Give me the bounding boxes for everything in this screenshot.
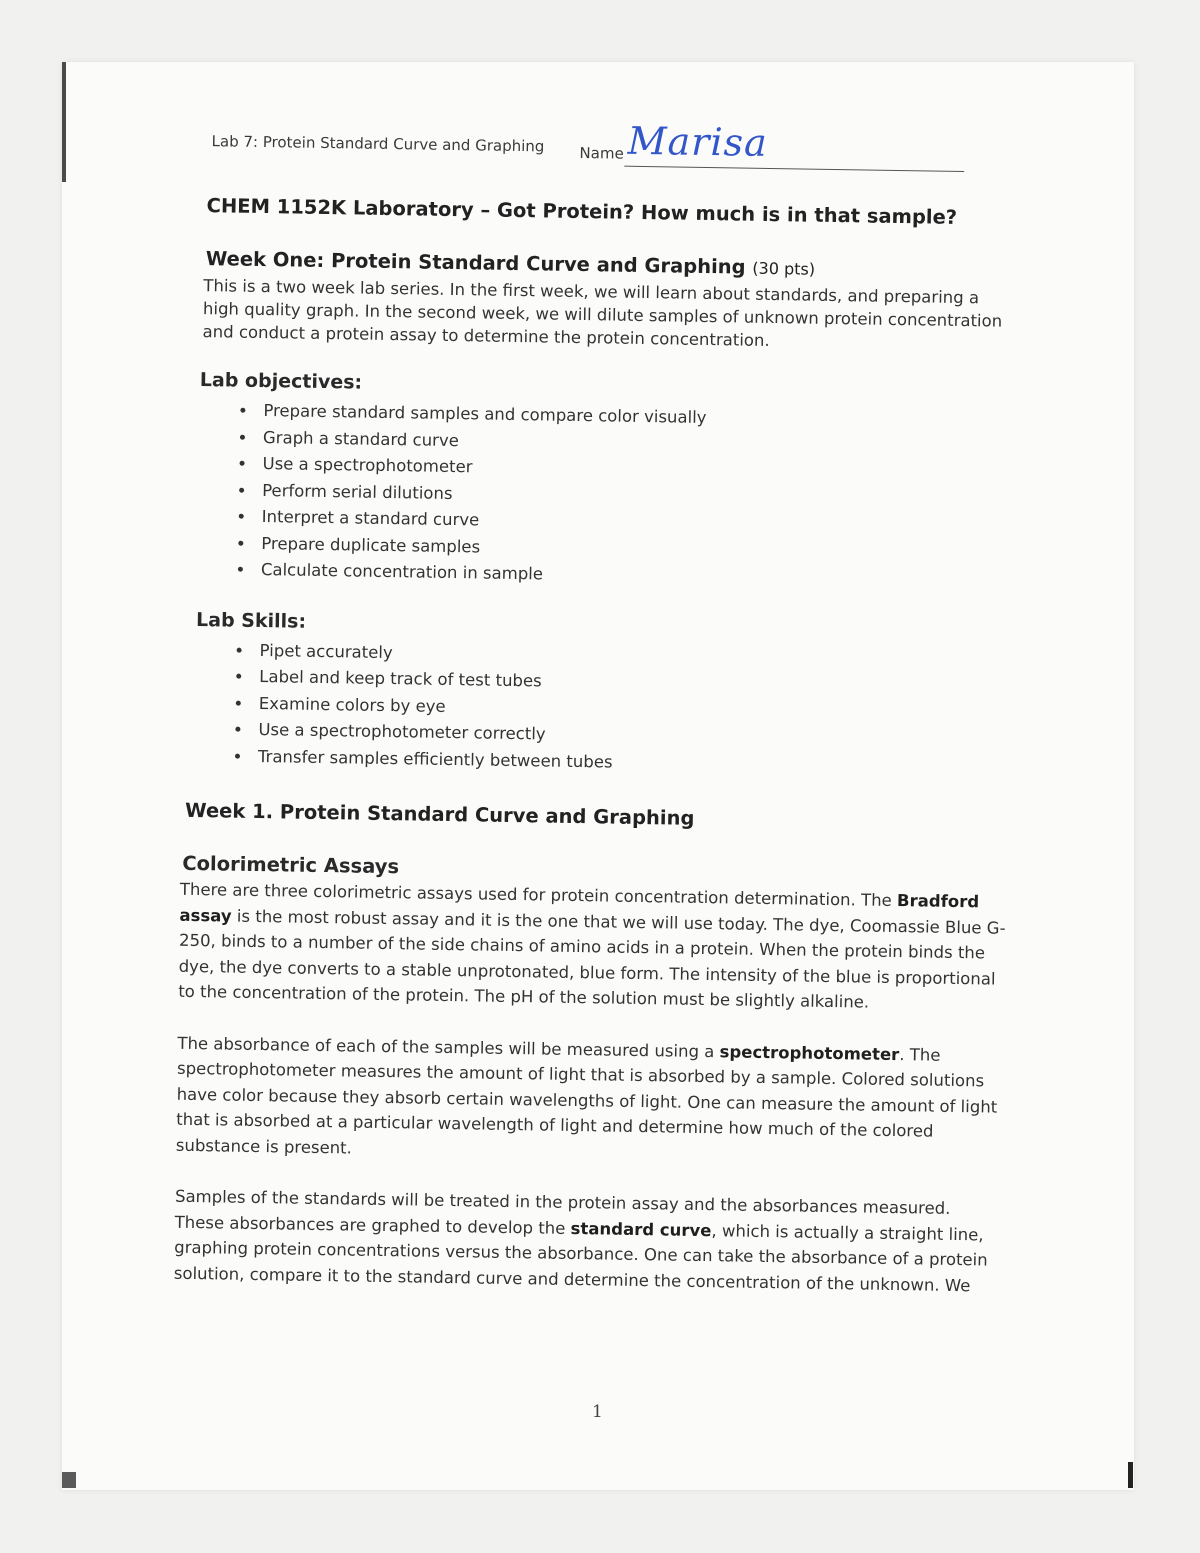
list-item: • Label and keep track of test tubes <box>253 664 1013 702</box>
week-one-points: (30 pts) <box>752 258 816 279</box>
week-one-heading-text: Week One: Protein Standard Curve and Graphing <box>205 247 746 279</box>
skills-heading: Lab Skills: <box>195 608 307 633</box>
name-label: Name <box>579 143 624 163</box>
list-item: • Transfer samples efficiently between tubes <box>252 743 1012 781</box>
list-item: • Use a spectrophotometer <box>256 451 1016 489</box>
week-one-intro: This is a two week lab series. In the first week, we will learn about standards, and preparing a high quality graph. In the second week, we will dilute samples of unknown protein concentration and conduct a protein assay to determine the protein concentration. <box>202 276 1003 350</box>
list-item: • Perform serial dilutions <box>256 477 1016 515</box>
paragraph-text: There are three colorimetric assays used for protein concentration determination. The <box>179 879 898 911</box>
list-item: • Graph a standard curve <box>257 424 1017 462</box>
skills-list <box>190 636 1014 781</box>
list-item: • Prepare duplicate samples <box>255 530 1015 568</box>
page-corner-bottom-left <box>62 1472 76 1488</box>
paragraph-text: , which is actually a straight line, graphing protein concentrations versus the absorbance. One can take the absorbance of a protein solution, compare it to the standard curve and determine the concentration of the unknown. We <box>173 1220 988 1295</box>
paragraph-text: is the most robust assay and it is the one that we will use today. The dye, Coomassie Blue G-250, binds to a number of the side chains of amino acids in a protein. When the protein binds the dye, the dye converts to a stable unprotonated, blue form. The intensity of the blue is proportional to the concentration of the protein. The pH of the solution must be slightly alkaline. <box>178 906 1006 1012</box>
page-edge-left <box>62 62 66 182</box>
list-item: • Examine colors by eye <box>253 690 1013 728</box>
paragraph-text: The absorbance of each of the samples will be measured using a <box>177 1033 720 1061</box>
paragraph-text: . The spectrophotometer measures the amount of light that is absorbed by a sample. Colored solutions have color because they absorb certain wavelengths of light. One can measure the amount of light that is absorbed at a particular wavelength of light and determine how much of the colored substance is present. <box>175 1044 998 1158</box>
list-item: • Pipet accurately <box>253 637 1013 675</box>
colorimetric-heading: Colorimetric Assays <box>182 851 400 879</box>
bold-term: spectrophotometer <box>719 1041 900 1064</box>
objectives-list <box>193 397 1018 595</box>
page-number: 1 <box>592 1402 603 1422</box>
objectives-heading: Lab objectives: <box>199 369 363 394</box>
list-item: • Interpret a standard curve <box>256 504 1016 542</box>
lab-title: Lab 7: Protein Standard Curve and Graphing <box>211 132 545 156</box>
page-corner-bottom-right <box>1128 1462 1133 1488</box>
list-item: • Prepare standard samples and compare color visually <box>257 398 1017 436</box>
paragraph-standard-curve <box>174 1184 1005 1299</box>
paragraph-text: Samples of the standards will be treated in the protein assay and the absorbances measured. These absorbances are graphed to develop the <box>174 1186 951 1238</box>
main-title: CHEM 1152K Laboratory – Got Protein? How much is in that sample? <box>206 194 958 229</box>
name-underline <box>624 165 964 172</box>
week1-heading: Week 1. Protein Standard Curve and Graphing <box>184 798 695 830</box>
list-item: • Use a spectrophotometer correctly <box>252 717 1012 755</box>
page-content <box>173 118 1022 1299</box>
bold-term: standard curve <box>570 1218 712 1240</box>
paragraph-spectrophotometer <box>176 1030 1008 1171</box>
bold-term: Bradford assay <box>179 891 980 926</box>
list-item: • Calculate concentration in sample <box>255 557 1015 595</box>
paragraph-bradford <box>178 877 1010 1018</box>
handwritten-name: Marisa <box>627 118 769 165</box>
